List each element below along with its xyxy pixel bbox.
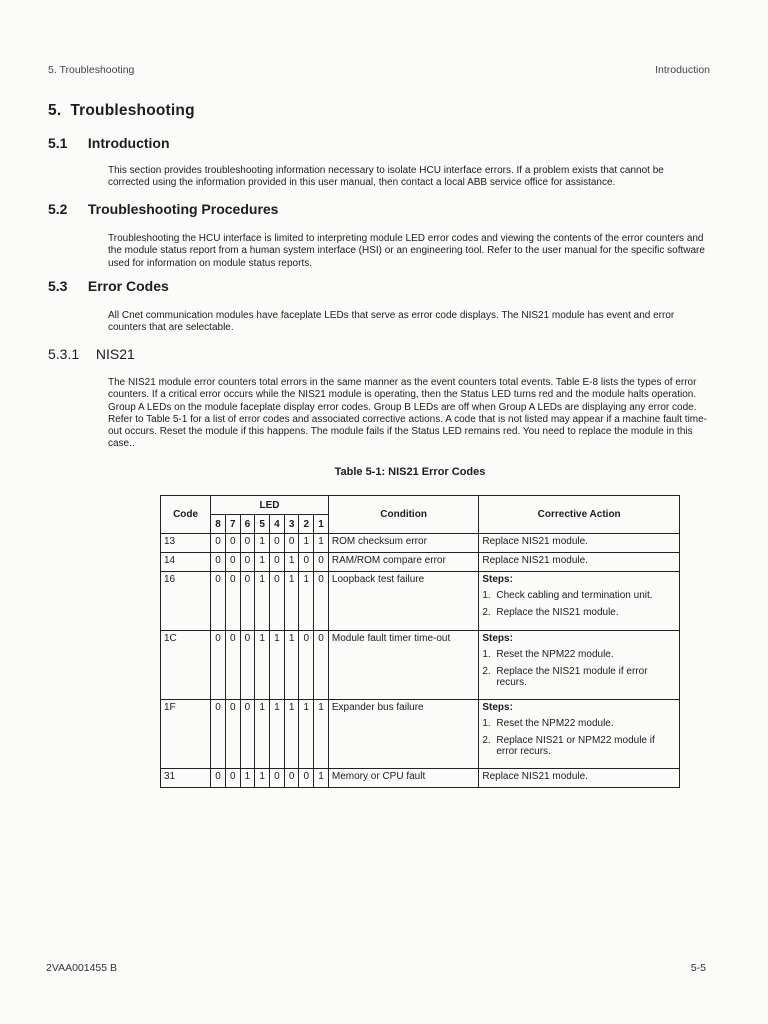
led-bit-cell: 1 (255, 534, 270, 553)
heading-title: NIS21 (95, 346, 135, 362)
led-bit-cell: 1 (240, 769, 255, 788)
step-item (482, 666, 672, 689)
step-number: 2. (482, 606, 491, 618)
error-code-cell: 14 (161, 553, 211, 572)
step-text: Reset the NPM22 module. (496, 649, 614, 660)
chapter-title: Troubleshooting (70, 102, 195, 119)
led-bit-cell: 1 (299, 572, 314, 631)
error-code-cell: 31 (161, 769, 211, 788)
header-led-bit: 2 (299, 515, 314, 534)
table-row (161, 631, 680, 700)
error-code-cell: 1F (161, 700, 211, 769)
header-led-bit: 4 (270, 515, 285, 534)
heading-number: 5.1 (48, 135, 68, 151)
condition-cell: Module fault timer time-out (328, 631, 478, 700)
header-led-bit: 3 (284, 515, 299, 534)
condition-cell: RAM/ROM compare error (328, 553, 478, 572)
step-item (482, 590, 672, 602)
heading-number: 5.2 (48, 201, 68, 217)
step-text: Check cabling and termination unit. (496, 590, 653, 601)
led-bit-cell: 1 (284, 700, 299, 769)
table-row (161, 553, 680, 572)
paragraph-nis21: The NIS21 module error counters total errors in the same manner as the event counters total events. Table E-8 lists the types of error counters. If a critical error occurs while the NIS21 module is operating, then the Status LED turns red and the module halts operation. Group A LEDs on the module faceplate display error codes. Group B LEDs are off when Group A LEDs are displaying any error code. Refer to Table 5-1 for a list of error codes and associated corrective actions. A code that is not listed may appear if a machine fault time-out occurs. Reset the module if this happens. The module fails if the Status LED remains red. You need to replace the module in this case.. (108, 377, 708, 450)
chapter-heading (48, 102, 195, 120)
led-bit-cell: 1 (270, 631, 285, 700)
corrective-action-cell (479, 631, 680, 700)
header-led-bit: 6 (240, 515, 255, 534)
led-bit-cell: 1 (299, 534, 314, 553)
header-led-bit: 1 (314, 515, 329, 534)
led-bit-cell: 0 (240, 572, 255, 631)
led-bit-cell: 0 (240, 631, 255, 700)
led-bit-cell: 0 (299, 553, 314, 572)
heading-title: Introduction (87, 135, 170, 151)
header-code: Code (161, 496, 211, 534)
heading-5-3 (48, 278, 169, 294)
error-code-cell: 16 (161, 572, 211, 631)
led-bit-cell: 0 (284, 534, 299, 553)
corrective-action-cell: Replace NIS21 module. (479, 553, 680, 572)
paragraph-error-codes: All Cnet communication modules have faceplate LEDs that serve as error code displays. The NIS21 module has event and error counters that are selectable. (108, 310, 675, 334)
led-bit-cell: 0 (240, 534, 255, 553)
led-bit-cell: 0 (225, 769, 240, 788)
led-bit-cell: 0 (225, 572, 240, 631)
corrective-action-cell (479, 700, 680, 769)
led-bit-cell: 0 (211, 769, 226, 788)
paragraph-procedures: Troubleshooting the HCU interface is limited to interpreting module LED error codes and viewing the contents of the error counters and the module status report from a human system interface (HSI) or an engineering tool. Refer to the user manual for the specific software used for information on module status reports. (108, 233, 705, 269)
heading-5-3-1 (48, 346, 135, 362)
heading-5-1 (48, 135, 170, 151)
document-number: 2VAA001455 B (46, 962, 118, 974)
led-bit-cell: 1 (255, 553, 270, 572)
condition-cell: ROM checksum error (328, 534, 478, 553)
step-item (482, 649, 672, 661)
led-bit-cell: 0 (270, 572, 285, 631)
header-led-bit: 7 (225, 515, 240, 534)
condition-cell: Memory or CPU fault (328, 769, 478, 788)
led-bit-cell: 0 (270, 769, 285, 788)
condition-cell: Expander bus failure (328, 700, 478, 769)
heading-title: Troubleshooting Procedures (87, 201, 279, 217)
led-bit-cell: 1 (314, 534, 329, 553)
led-bit-cell: 0 (225, 700, 240, 769)
header-condition: Condition (328, 496, 478, 534)
step-text: Replace the NIS21 module if error recurs. (496, 665, 648, 688)
error-code-cell: 13 (161, 534, 211, 553)
error-codes-table (160, 495, 680, 788)
header-corrective-action: Corrective Action (479, 496, 680, 534)
led-bit-cell: 0 (211, 572, 226, 631)
step-text: Reset the NPM22 module. (496, 718, 614, 729)
led-bit-cell: 0 (211, 553, 226, 572)
corrective-action-cell (479, 572, 680, 631)
heading-title: Error Codes (87, 278, 169, 294)
led-bit-cell: 0 (240, 553, 255, 572)
steps-title: Steps: (482, 574, 513, 585)
corrective-action-cell: Replace NIS21 module. (479, 769, 680, 788)
led-bit-cell: 1 (284, 631, 299, 700)
page-number: 5-5 (690, 962, 706, 974)
led-bit-cell: 1 (255, 700, 270, 769)
led-bit-cell: 0 (299, 631, 314, 700)
led-bit-cell: 0 (284, 769, 299, 788)
led-bit-cell: 1 (299, 700, 314, 769)
steps-title: Steps: (482, 633, 513, 644)
step-number: 2. (482, 734, 491, 746)
table-row (161, 534, 680, 553)
led-bit-cell: 1 (270, 700, 285, 769)
error-code-cell: 1C (161, 631, 211, 700)
header-led-bit: 5 (255, 515, 270, 534)
led-bit-cell: 0 (211, 700, 226, 769)
led-bit-cell: 1 (255, 631, 270, 700)
chapter-number: 5. (48, 102, 62, 119)
step-number: 1. (482, 590, 491, 601)
led-bit-cell: 0 (314, 631, 329, 700)
running-header-section: 5. Troubleshooting (48, 64, 135, 76)
led-bit-cell: 1 (255, 572, 270, 631)
led-bit-cell: 0 (240, 700, 255, 769)
led-bit-cell: 0 (225, 553, 240, 572)
led-bit-cell: 1 (284, 572, 299, 631)
table-row (161, 769, 680, 788)
led-bit-cell: 0 (314, 572, 329, 631)
led-bit-cell: 0 (270, 534, 285, 553)
led-bit-cell: 1 (314, 769, 329, 788)
table-row (161, 700, 680, 769)
step-item (482, 735, 672, 758)
header-led-bit: 8 (211, 515, 226, 534)
steps-title: Steps: (482, 702, 513, 713)
step-item (482, 607, 672, 619)
condition-cell: Loopback test failure (328, 572, 478, 631)
heading-number: 5.3 (48, 278, 68, 294)
paragraph-introduction: This section provides troubleshooting information necessary to isolate HCU interface errors. If a problem exists that cannot be corrected using the information provided in this user manual, then contact a local ABB service office for assistance. (108, 165, 664, 189)
corrective-action-cell: Replace NIS21 module. (479, 534, 680, 553)
step-number: 1. (482, 718, 491, 729)
led-bit-cell: 0 (211, 631, 226, 700)
heading-number: 5.3.1 (48, 346, 80, 362)
step-number: 2. (482, 665, 491, 677)
header-led: LED (211, 496, 329, 515)
step-number: 1. (482, 649, 491, 660)
table-caption: Table 5-1: NIS21 Error Codes (334, 466, 486, 478)
step-text: Replace the NIS21 module. (496, 606, 619, 618)
led-bit-cell: 0 (314, 553, 329, 572)
running-header-topic: Introduction (655, 64, 710, 76)
led-bit-cell: 0 (225, 631, 240, 700)
led-bit-cell: 0 (270, 553, 285, 572)
led-bit-cell: 0 (211, 534, 226, 553)
heading-5-2 (48, 201, 278, 217)
led-bit-cell: 1 (284, 553, 299, 572)
led-bit-cell: 1 (255, 769, 270, 788)
table-row (161, 572, 680, 631)
led-bit-cell: 0 (225, 534, 240, 553)
led-bit-cell: 1 (314, 700, 329, 769)
step-text: Replace NIS21 or NPM22 module if error recurs. (496, 734, 655, 757)
led-bit-cell: 0 (299, 769, 314, 788)
step-item (482, 718, 672, 730)
